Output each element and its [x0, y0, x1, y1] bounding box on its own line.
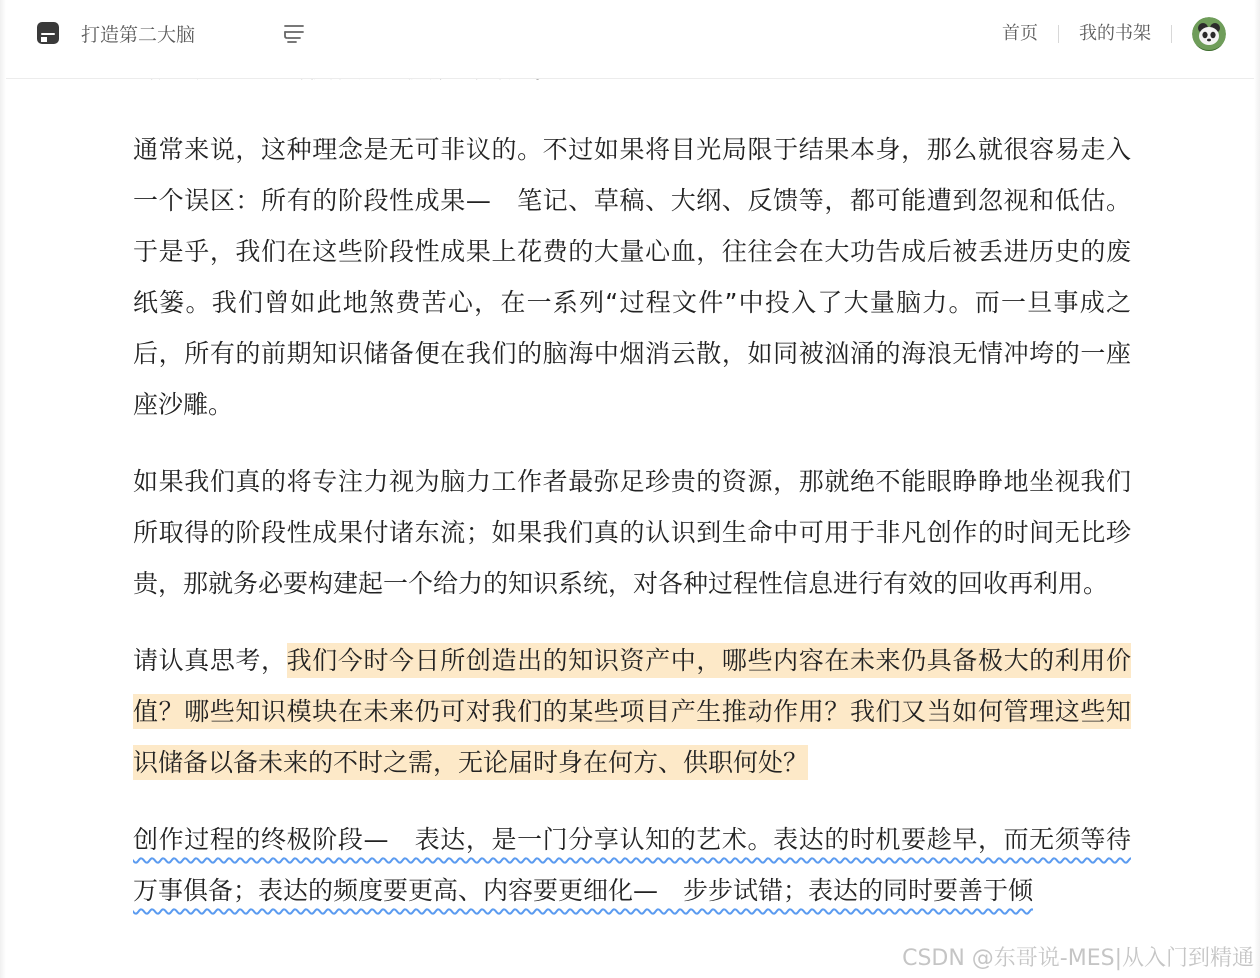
- top-nav: [1002, 0, 1226, 68]
- book-title[interactable]: 打造第二大脑: [81, 24, 196, 46]
- top-header: [6, 0, 1254, 79]
- page-shadow-left: [0, 0, 6, 978]
- nav-divider: [1171, 25, 1172, 43]
- highlighted-text[interactable]: 我们今时今日所创造出的知识资产中，哪些内容在未来仍具备极大的利用价值？哪些知识模块在未来仍可对我们的某些项目产生推动作用？我们又当如何管理这些知识储备以备未来的不时之需，无论届时身在何方、供职何处？: [133, 643, 1131, 780]
- paragraph-with-highlight: [133, 635, 1131, 788]
- user-avatar[interactable]: [1192, 17, 1226, 51]
- nav-home-link[interactable]: 首页: [1002, 23, 1038, 44]
- nav-bookshelf-link[interactable]: 我的书架: [1079, 23, 1151, 44]
- paragraph: 如果我们真的将专注力视为脑力工作者最弥足珍贵的资源，那就绝不能眼睁睁地坐视我们所取得的阶段性成果付诸东流；如果我们真的认识到生命中可用于非凡创作的时间无比珍贵，那就务必要构建起一个给力的知识系统，对各种过程性信息进行有效的回收再利用。: [133, 467, 1131, 598]
- page-shadow-right: [1254, 0, 1260, 978]
- nav-divider: [1058, 25, 1059, 43]
- paragraph-with-underline: [133, 814, 1131, 916]
- paragraph: 通常来说，这种理念是无可非议的。不过如果将目光局限于结果本身，那么就很容易走入一个误区：所有的阶段性成果— 笔记、草稿、大纲、反馈等，都可能遭到忽视和低估。于是乎，我们在这些阶段性成果上花费的大量心血，往往会在大功告成后被丢进历史的废纸篓。我们曾如此地煞费苦心，在一系列“过程文件”中投入了大量脑力。而一旦事成之后，所有的前期知识储备便在我们的脑海中烟消云散，如同被汹涌的海浪无情冲垮的一座座沙雕。: [133, 135, 1131, 419]
- reader-content: [133, 124, 1131, 942]
- table-of-contents-icon[interactable]: [282, 22, 306, 46]
- paragraph-lead: 请认真思考，: [133, 646, 287, 675]
- book-icon[interactable]: [36, 21, 60, 45]
- csdn-watermark: CSDN @东哥说-MES|从入门到精通: [902, 946, 1254, 971]
- wavy-underlined-text[interactable]: 创作过程的终极阶段— 表达，是一门分享认知的艺术。表达的时机要趁早，而无须等待万事俱备；表达的频度要更高、内容要更细化— 步步试错；表达的同时要善于倾: [133, 825, 1131, 905]
